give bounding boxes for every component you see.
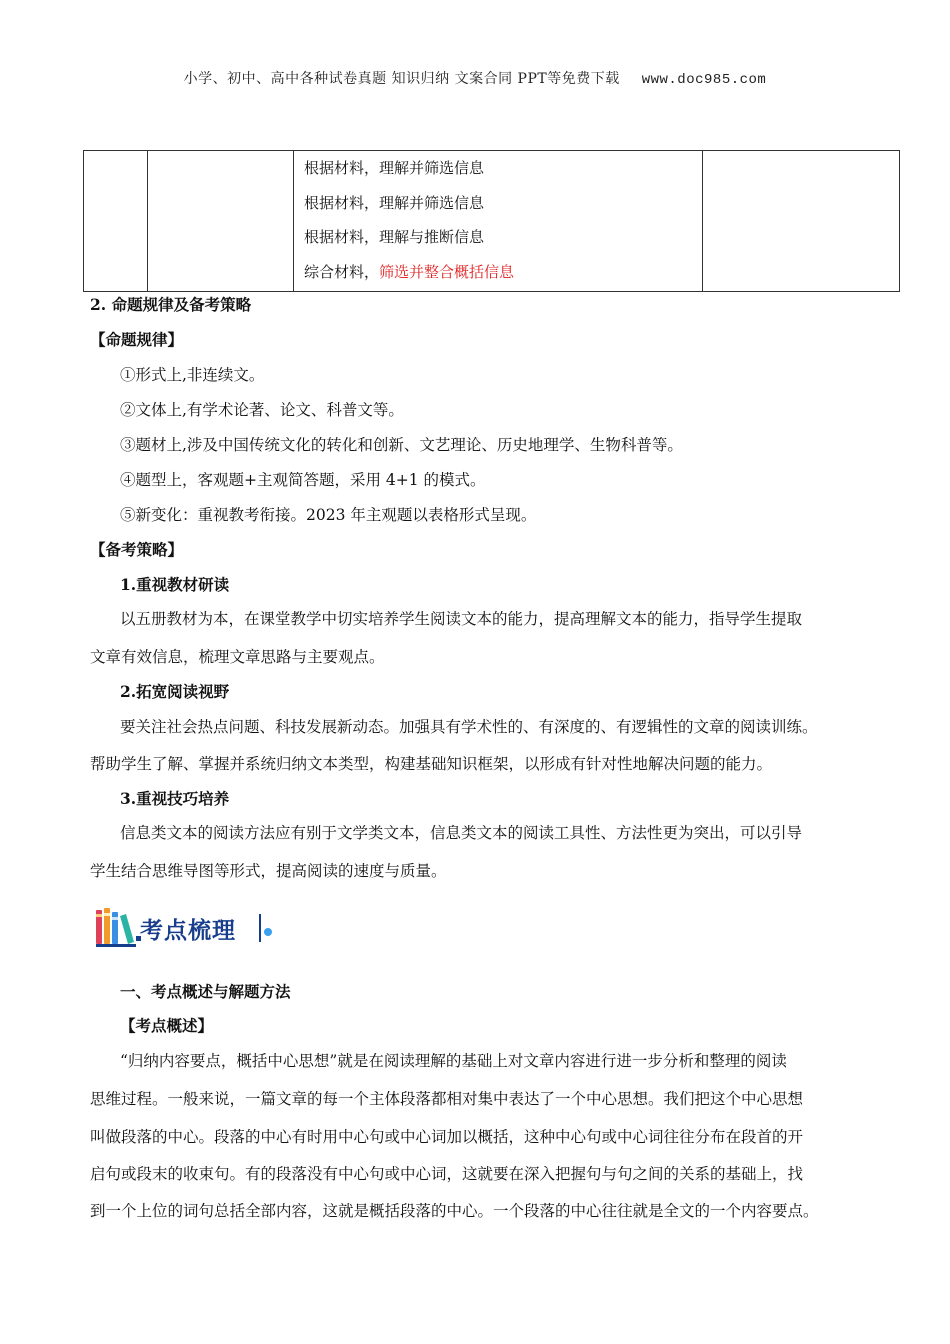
paragraph-line: 文章有效信息，梳理文章思路与主要观点。 — [90, 648, 385, 666]
table-line: 根据材料，理解并筛选信息 — [304, 159, 485, 177]
paragraph-line: “归纳内容要点，概括中心思想”就是在阅读理解的基础上对文章内容进行进一步分析和整理的阅读 — [120, 1052, 787, 1070]
subsection-heading: 【命题规律】 — [90, 330, 184, 349]
paragraph-line: 到一个上位的词句总括全部内容，这就是概括段落的中心。一个段落的中心往往就是全文的一个内容要点。 — [90, 1202, 819, 1220]
table-line: 根据材料，理解并筛选信息 — [304, 193, 485, 212]
paragraph-line: 思维过程。一般来说，一篇文章的每一个主体段落都相对集中表达了一个中心思想。我们把这个中心思想 — [90, 1090, 804, 1108]
paragraph-line: 启句或段末的收束句。有的段落没有中心句或中心词，这就要在深入把握句与句之间的关系的基础上，找 — [90, 1165, 804, 1183]
rule-item: ①形式上,非连续文。 — [120, 366, 265, 384]
table-cell — [84, 151, 148, 292]
rule-item: ④题型上，客观题+主观简答题，采用 4+1 的模式。 — [120, 471, 486, 489]
table-line-last — [304, 257, 702, 292]
strategy-heading: 2.拓宽阅读视野 — [120, 682, 230, 701]
subsection-heading: 【考点概述】 — [120, 1016, 214, 1035]
rule-item: ③题材上,涉及中国传统文化的转化和创新、文艺理论、历史地理学、生物科普等。 — [120, 436, 683, 454]
table-line: 根据材料，理解与推断信息 — [304, 228, 485, 246]
paragraph-line: 信息类文本的阅读方法应有别于文学类文本，信息类文本的阅读工具性、方法性更为突出，可以引导 — [120, 824, 803, 842]
header-text: 小学、初中、高中各种试卷真题 知识归纳 文案合同 PPT等免费下载 — [183, 71, 620, 87]
table-cell — [148, 151, 294, 292]
table-line-prefix: 综合材料， — [304, 262, 380, 281]
table-row — [84, 151, 900, 292]
paragraph-line: 学生结合思维导图等形式，提高阅读的速度与质量。 — [90, 862, 447, 880]
rule-item: ⑤新变化：重视教考衔接。2023 年主观题以表格形式呈现。 — [120, 506, 537, 524]
table-line-highlight: 筛选并整合概括信息 — [379, 262, 515, 281]
section-heading: 2. 命题规律及备考策略 — [90, 295, 252, 314]
table-cell-content — [294, 151, 703, 292]
banner-title: 考点梳理 — [140, 918, 236, 944]
paragraph-line: 叫做段落的中心。段落的中心有时用中心句或中心词加以概括，这种中心句或中心词往往分布在段首的开 — [90, 1128, 804, 1146]
info-table — [83, 150, 900, 292]
paragraph-line: 帮助学生了解、掌握并系统归纳文本类型，构建基础知识框架，以形成有针对性地解决问题的能力。 — [90, 755, 773, 773]
subsection-heading: 【备考策略】 — [90, 540, 184, 559]
table-cell — [703, 151, 900, 292]
section-banner — [96, 906, 276, 950]
strategy-heading: 3.重视技巧培养 — [120, 789, 230, 808]
section-heading: 一、考点概述与解题方法 — [120, 982, 291, 1001]
strategy-heading: 1.重视教材研读 — [120, 575, 230, 594]
rule-item: ②文体上,有学术论著、论文、科普文等。 — [120, 401, 404, 419]
page-header — [0, 68, 950, 88]
paragraph-line: 要关注社会热点问题、科技发展新动态。加强具有学术性的、有深度的、有逻辑性的文章的阅读训练。 — [120, 718, 818, 736]
header-site: www.doc985.com — [641, 72, 767, 88]
paragraph-line: 以五册教材为本，在课堂教学中切实培养学生阅读文本的能力，提高理解文本的能力，指导学生提取 — [120, 610, 803, 628]
